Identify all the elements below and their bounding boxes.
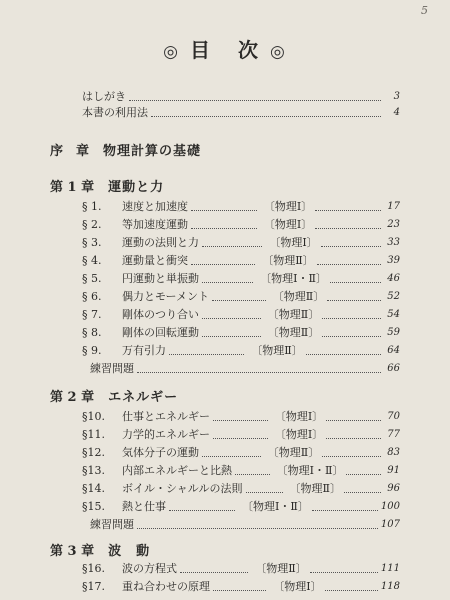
chapter-number: 第 2 章	[50, 390, 95, 405]
subject-tag: 〔物理Ⅰ〕	[274, 410, 324, 423]
section-number: § 5.	[82, 272, 102, 285]
entry-label: 気体分子の運動	[122, 446, 199, 459]
entry-page: 46	[387, 273, 401, 284]
entry-label: 力学的エネルギー	[122, 428, 210, 441]
subject-tag: 〔物理Ⅱ〕	[267, 326, 320, 339]
toc-entry-s9[interactable]	[82, 342, 400, 360]
chapter-heading-2[interactable]	[50, 386, 178, 405]
entry-label: 内部エネルギーと比熱	[122, 464, 232, 477]
chapter-title: 物理計算の基礎	[103, 144, 202, 159]
page-title	[0, 34, 450, 63]
chapter-heading-intro[interactable]	[50, 140, 201, 159]
entry-page: 70	[387, 411, 401, 422]
entry-label: 等加速度運動	[122, 218, 188, 231]
dot-leader	[191, 210, 257, 211]
dot-leader	[137, 528, 378, 529]
entry-label: 運動量と衝突	[122, 254, 188, 267]
entry-page: 66	[387, 363, 400, 374]
subject-tag: 〔物理Ⅰ〕	[274, 428, 324, 441]
toc-entry-exercise-1[interactable]	[90, 360, 400, 378]
page-number: 5	[421, 4, 428, 17]
entry-label: 練習問題	[90, 518, 134, 531]
dot-leader	[327, 300, 381, 301]
entry-label: はしがき	[82, 90, 126, 103]
dot-leader	[322, 336, 381, 337]
chapter-heading-3[interactable]	[50, 540, 150, 559]
toc-entry-s14[interactable]	[82, 480, 400, 498]
subject-tag: 〔物理Ⅰ・Ⅱ〕	[260, 272, 327, 285]
dot-leader	[326, 420, 381, 421]
title-char-1: 目	[190, 38, 212, 62]
toc-entry-s10[interactable]	[82, 408, 400, 426]
section-number: §14.	[82, 482, 105, 495]
dot-leader	[322, 318, 381, 319]
section-number: § 7.	[82, 308, 102, 321]
title-char-2: 次	[238, 38, 260, 62]
dot-leader	[202, 318, 261, 319]
chapter-heading-1[interactable]	[50, 176, 164, 195]
entry-label: 本書の利用法	[82, 106, 148, 119]
dot-leader	[315, 228, 381, 229]
entry-page: 52	[387, 291, 400, 302]
toc-entry-s5[interactable]	[82, 270, 400, 288]
toc-entry-s3[interactable]	[82, 234, 400, 252]
dot-leader	[315, 210, 381, 211]
toc-entry-s16[interactable]	[82, 560, 400, 578]
entry-label: 仕事とエネルギー	[122, 410, 210, 423]
toc-entry-exercise-2[interactable]	[90, 516, 400, 534]
section-number: §13.	[82, 464, 105, 477]
entry-label: 練習問題	[90, 362, 134, 375]
entry-label: 剛体の回転運動	[122, 326, 199, 339]
subject-tag: 〔物理Ⅰ・Ⅱ〕	[242, 500, 309, 513]
dot-leader	[169, 510, 235, 511]
chapter-title: エネルギー	[108, 390, 179, 405]
dot-leader	[310, 572, 378, 573]
section-number: § 1.	[82, 200, 102, 213]
dot-leader	[191, 228, 257, 229]
dot-leader	[330, 282, 381, 283]
entry-label: 剛体のつり合い	[122, 308, 199, 321]
entry-page: 39	[387, 255, 401, 266]
toc-entry-s4[interactable]	[82, 252, 400, 270]
subject-tag: 〔物理Ⅰ〕	[263, 218, 313, 231]
section-number: § 8.	[82, 326, 102, 339]
chapter-number: 第 1 章	[50, 180, 95, 195]
entry-label: 円運動と単振動	[122, 272, 199, 285]
subject-tag: 〔物理Ⅰ〕	[263, 200, 313, 213]
dot-leader	[213, 590, 266, 591]
section-number: § 9.	[82, 344, 102, 357]
entry-page: 107	[380, 519, 400, 530]
subject-tag: 〔物理Ⅱ〕	[251, 344, 303, 357]
subject-tag: 〔物理Ⅱ〕	[267, 308, 320, 321]
section-number: §12.	[82, 446, 105, 459]
section-number: §17.	[82, 580, 105, 593]
section-number: § 2.	[82, 218, 102, 231]
section-number: § 6.	[82, 290, 102, 303]
toc-entry-s6[interactable]	[82, 288, 400, 306]
dot-leader	[326, 438, 381, 439]
entry-page: 91	[387, 465, 401, 476]
dot-leader	[202, 246, 262, 247]
subject-tag: 〔物理Ⅰ〕	[269, 236, 318, 249]
entry-page: 111	[380, 563, 401, 574]
dot-leader	[321, 246, 381, 247]
dot-leader	[212, 300, 266, 301]
entry-page: 33	[387, 237, 401, 248]
dot-leader	[191, 264, 255, 265]
entry-page: 100	[380, 501, 401, 512]
entry-page: 59	[387, 327, 401, 338]
chapter-title: 波 動	[108, 544, 151, 559]
chapter-number: 序 章	[50, 144, 90, 159]
entry-label: 波の方程式	[122, 562, 177, 575]
entry-page: 4	[393, 107, 400, 118]
dot-leader	[169, 354, 244, 355]
entry-page: 3	[393, 91, 400, 102]
dot-leader	[137, 372, 381, 373]
entry-page: 77	[387, 429, 401, 440]
toc-entry-s17[interactable]	[82, 578, 400, 596]
dot-leader	[151, 116, 381, 117]
dot-leader	[180, 572, 248, 573]
entry-label: 万有引力	[122, 344, 166, 357]
dot-leader	[202, 336, 261, 337]
entry-label: 重ね合わせの原理	[122, 580, 210, 593]
entry-label: 偶力とモーメント	[122, 290, 210, 303]
double-diamond-icon: ◎	[163, 42, 180, 62]
dot-leader	[344, 492, 381, 493]
entry-page: 96	[387, 483, 400, 494]
subject-tag: 〔物理Ⅱ〕	[289, 482, 341, 495]
entry-page: 23	[387, 219, 401, 230]
section-number: § 3.	[82, 236, 102, 249]
entry-page: 118	[380, 581, 401, 592]
entry-label: 熱と仕事	[122, 500, 166, 513]
toc-entry-s2[interactable]	[82, 216, 400, 234]
dot-leader	[235, 474, 270, 475]
entry-label: 速度と加速度	[122, 200, 188, 213]
dot-leader	[317, 264, 381, 265]
section-number: §10.	[82, 410, 105, 423]
toc-entry-s12[interactable]	[82, 444, 400, 462]
dot-leader	[246, 492, 283, 493]
subject-tag: 〔物理Ⅱ〕	[272, 290, 325, 303]
dot-leader	[312, 510, 378, 511]
section-number: § 4.	[82, 254, 102, 267]
entry-page: 83	[387, 447, 401, 458]
toc-entry-s7[interactable]	[82, 306, 400, 324]
subject-tag: 〔物理Ⅰ・Ⅱ〕	[276, 464, 344, 477]
dot-leader	[129, 100, 381, 101]
section-number: §16.	[82, 562, 105, 575]
section-number: §11.	[82, 428, 105, 441]
dot-leader	[202, 456, 261, 457]
subject-tag: 〔物理Ⅱ〕	[255, 562, 307, 575]
toc-entry-s1[interactable]	[82, 198, 400, 216]
entry-page: 17	[387, 201, 401, 212]
toc-entry-s13[interactable]	[82, 462, 400, 480]
toc-entry-s11[interactable]	[82, 426, 400, 444]
subject-tag: 〔物理Ⅱ〕	[262, 254, 314, 267]
chapter-number: 第 3 章	[50, 544, 95, 559]
entry-page: 54	[387, 309, 401, 320]
chapter-title: 運動と力	[108, 180, 165, 195]
toc-entry-s15[interactable]	[82, 498, 400, 516]
subject-tag: 〔物理Ⅱ〕	[267, 446, 320, 459]
dot-leader	[213, 438, 268, 439]
section-number: §15.	[82, 500, 105, 513]
toc-entry-how-to-use[interactable]	[82, 104, 400, 122]
dot-leader	[213, 420, 268, 421]
dot-leader	[322, 456, 381, 457]
subject-tag: 〔物理Ⅰ〕	[273, 580, 322, 593]
entry-label: 運動の法則と力	[122, 236, 199, 249]
entry-label: ボイル・シャルルの法則	[122, 482, 243, 495]
toc-entry-s8[interactable]	[82, 324, 400, 342]
entry-page: 64	[387, 345, 401, 356]
dot-leader	[346, 474, 381, 475]
dot-leader	[202, 282, 253, 283]
double-diamond-icon: ◎	[270, 42, 287, 62]
dot-leader	[325, 590, 378, 591]
dot-leader	[306, 354, 381, 355]
